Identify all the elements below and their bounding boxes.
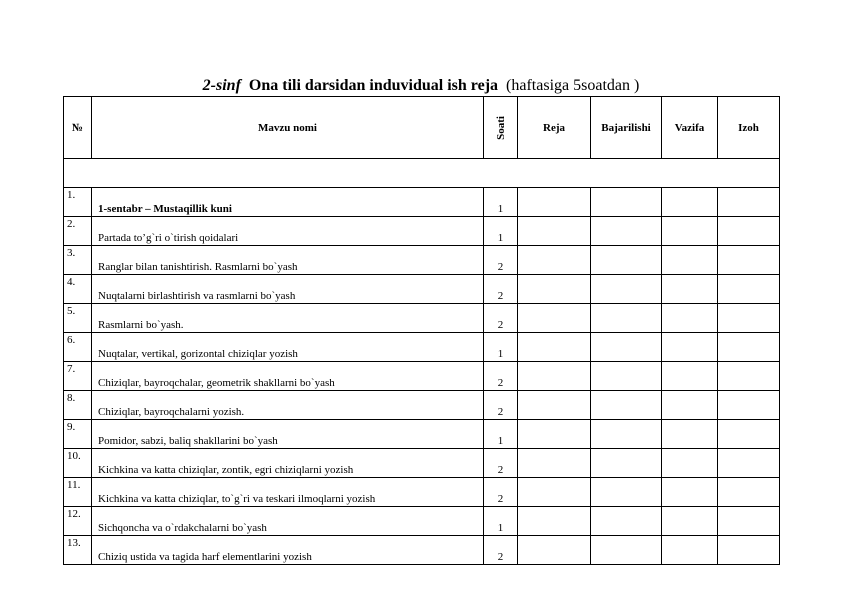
row-plan-cell <box>518 304 591 333</box>
row-task-cell <box>662 246 718 275</box>
row-plan-cell <box>518 391 591 420</box>
hours-note: (haftasiga 5soatdan ) <box>506 77 640 94</box>
row-topic: Partada to’g`ri o`tirish qoidalari <box>92 217 484 246</box>
header-note: Izoh <box>718 97 780 159</box>
row-number: 13. <box>64 536 92 565</box>
row-done-cell <box>591 536 662 565</box>
row-note-cell <box>718 449 780 478</box>
table-row <box>64 275 780 304</box>
row-number: 4. <box>64 275 92 304</box>
row-plan-cell <box>518 507 591 536</box>
row-hours: 2 <box>484 275 518 304</box>
table-row <box>64 478 780 507</box>
row-hours: 1 <box>484 217 518 246</box>
row-topic: Sichqoncha va o`rdakchalarni bo`yash <box>92 507 484 536</box>
row-done-cell <box>591 420 662 449</box>
row-done-cell <box>591 217 662 246</box>
row-hours: 2 <box>484 304 518 333</box>
row-number: 7. <box>64 362 92 391</box>
row-plan-cell <box>518 333 591 362</box>
header-plan: Reja <box>518 97 591 159</box>
row-number: 6. <box>64 333 92 362</box>
row-note-cell <box>718 275 780 304</box>
row-plan-cell <box>518 362 591 391</box>
row-topic: Nuqtalar, vertikal, gorizontal chiziqlar yozish <box>92 333 484 362</box>
row-number: 10. <box>64 449 92 478</box>
row-task-cell <box>662 391 718 420</box>
row-hours: 1 <box>484 333 518 362</box>
table-row <box>64 333 780 362</box>
blank-cell <box>64 159 780 188</box>
table-row <box>64 217 780 246</box>
row-note-cell <box>718 333 780 362</box>
row-task-cell <box>662 420 718 449</box>
row-topic: Chiziqlar, bayroqchalarni yozish. <box>92 391 484 420</box>
row-done-cell <box>591 275 662 304</box>
row-task-cell <box>662 188 718 217</box>
row-hours: 1 <box>484 188 518 217</box>
table-row <box>64 449 780 478</box>
row-done-cell <box>591 188 662 217</box>
row-number: 8. <box>64 391 92 420</box>
row-done-cell <box>591 246 662 275</box>
table-row <box>64 507 780 536</box>
row-task-cell <box>662 449 718 478</box>
row-done-cell <box>591 478 662 507</box>
row-hours: 1 <box>484 507 518 536</box>
row-number: 5. <box>64 304 92 333</box>
table-row <box>64 420 780 449</box>
row-note-cell <box>718 420 780 449</box>
row-number: 12. <box>64 507 92 536</box>
plan-title: Ona tili darsidan induvidual ish reja <box>248 77 499 94</box>
row-note-cell <box>718 362 780 391</box>
row-number: 2. <box>64 217 92 246</box>
row-hours: 2 <box>484 391 518 420</box>
page-title <box>0 76 842 96</box>
header-topic: Mavzu nomi <box>92 97 484 159</box>
row-task-cell <box>662 304 718 333</box>
row-plan-cell <box>518 449 591 478</box>
grade-label: 2-sinf <box>202 77 241 94</box>
row-note-cell <box>718 536 780 565</box>
plan-table <box>63 96 780 565</box>
row-plan-cell <box>518 246 591 275</box>
row-hours: 2 <box>484 362 518 391</box>
header-task: Vazifa <box>662 97 718 159</box>
row-done-cell <box>591 333 662 362</box>
row-hours: 1 <box>484 420 518 449</box>
row-note-cell <box>718 188 780 217</box>
row-task-cell <box>662 478 718 507</box>
row-topic: Kichkina va katta chiziqlar, to`g`ri va teskari ilmoqlarni yozish <box>92 478 484 507</box>
table-row <box>64 362 780 391</box>
table-row <box>64 188 780 217</box>
row-done-cell <box>591 449 662 478</box>
row-topic: Ranglar bilan tanishtirish. Rasmlarni bo`yash <box>92 246 484 275</box>
table-row <box>64 246 780 275</box>
row-plan-cell <box>518 275 591 304</box>
row-task-cell <box>662 333 718 362</box>
header-hours <box>484 97 518 159</box>
blank-row <box>64 159 780 188</box>
table-row <box>64 304 780 333</box>
row-hours: 2 <box>484 478 518 507</box>
row-hours: 2 <box>484 449 518 478</box>
row-topic: 1-sentabr – Mustaqillik kuni <box>92 188 484 217</box>
row-hours: 2 <box>484 246 518 275</box>
row-topic: Chiziqlar, bayroqchalar, geometrik shakllarni bo`yash <box>92 362 484 391</box>
row-task-cell <box>662 507 718 536</box>
row-note-cell <box>718 304 780 333</box>
header-done: Bajarilishi <box>591 97 662 159</box>
row-topic: Rasmlarni bo`yash. <box>92 304 484 333</box>
row-task-cell <box>662 536 718 565</box>
row-plan-cell <box>518 536 591 565</box>
row-note-cell <box>718 507 780 536</box>
row-number: 9. <box>64 420 92 449</box>
row-number: 1. <box>64 188 92 217</box>
table-row <box>64 391 780 420</box>
row-hours: 2 <box>484 536 518 565</box>
row-topic: Chiziq ustida va tagida harf elementlarini yozish <box>92 536 484 565</box>
header-row <box>64 97 780 159</box>
row-note-cell <box>718 246 780 275</box>
row-topic: Pomidor, sabzi, baliq shakllarini bo`yash <box>92 420 484 449</box>
row-plan-cell <box>518 478 591 507</box>
row-done-cell <box>591 362 662 391</box>
header-num: № <box>64 97 92 159</box>
row-number: 11. <box>64 478 92 507</box>
row-note-cell <box>718 478 780 507</box>
row-plan-cell <box>518 420 591 449</box>
row-note-cell <box>718 217 780 246</box>
row-note-cell <box>718 391 780 420</box>
header-hours-label: Soati <box>494 115 507 140</box>
row-done-cell <box>591 391 662 420</box>
row-task-cell <box>662 275 718 304</box>
row-topic: Kichkina va katta chiziqlar, zontik, egri chiziqlarni yozish <box>92 449 484 478</box>
row-task-cell <box>662 362 718 391</box>
row-done-cell <box>591 507 662 536</box>
row-done-cell <box>591 304 662 333</box>
row-topic: Nuqtalarni birlashtirish va rasmlarni bo`yash <box>92 275 484 304</box>
row-plan-cell <box>518 217 591 246</box>
table-row <box>64 536 780 565</box>
row-plan-cell <box>518 188 591 217</box>
row-task-cell <box>662 217 718 246</box>
row-number: 3. <box>64 246 92 275</box>
